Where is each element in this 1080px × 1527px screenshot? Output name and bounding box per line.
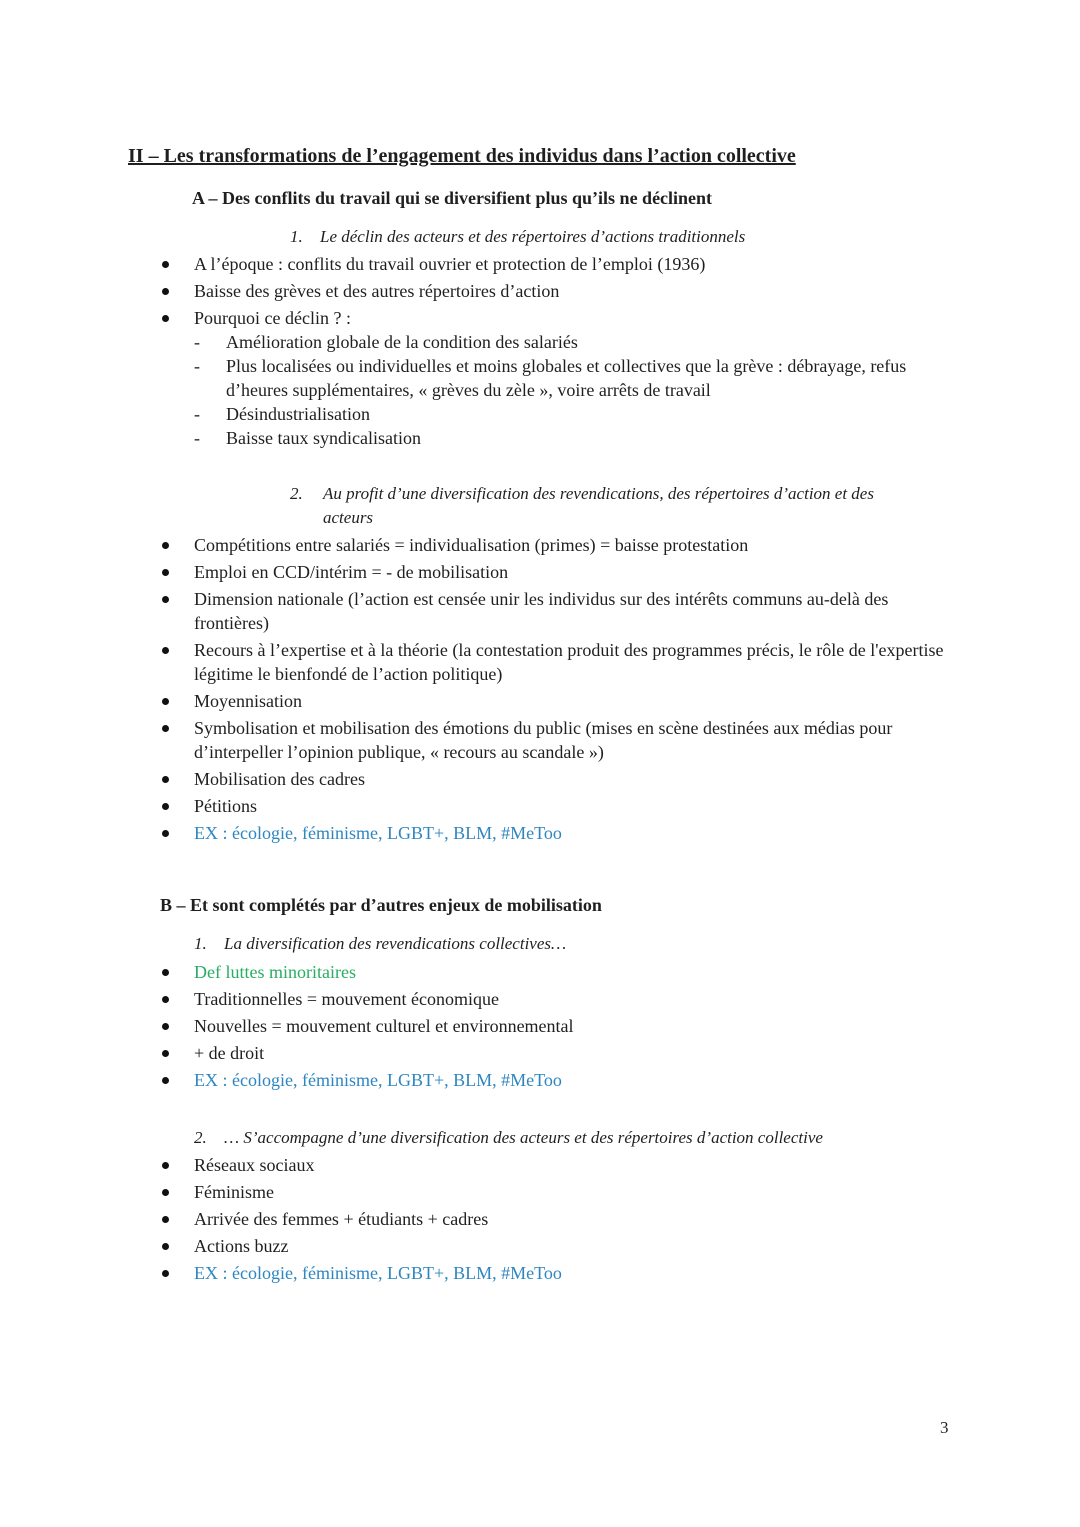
list-item: - Baisse taux syndicalisation — [194, 428, 421, 448]
dash-icon: - — [194, 356, 200, 376]
example-list-item: EX : écologie, féminisme, LGBT+, BLM, #MeToo — [160, 1261, 954, 1285]
list-item: Dimension nationale (l’action est censée unir les individus sur des intérêts communs au-delà des frontières) — [160, 587, 954, 635]
list-item: + de droit — [160, 1041, 954, 1065]
example-list-item: EX : écologie, féminisme, LGBT+, BLM, #MeToo — [160, 821, 954, 845]
bullet-icon — [162, 1023, 169, 1030]
bullet-icon — [162, 830, 169, 837]
part-b-sub1-bullet-list — [160, 960, 954, 1095]
part-a-sub2-heading — [290, 482, 930, 530]
dash-icon: - — [194, 404, 200, 424]
bullet-icon — [162, 1050, 169, 1057]
list-item: Recours à l’expertise et à la théorie (la contestation produit des programmes précis, le rôle de l'expertise légitime le bienfondé de l’action politique) — [160, 638, 954, 686]
list-item: Baisse des grèves et des autres répertoires d’action — [160, 279, 954, 303]
part-a-title: A – Des conflits du travail qui se diversifient plus qu’ils ne déclinent — [192, 188, 713, 208]
list-item: Pétitions — [160, 794, 954, 818]
bullet-icon — [162, 1189, 169, 1196]
bullet-icon — [162, 1077, 169, 1084]
part-b-sub1-title: La diversification des revendications collectives… — [224, 934, 567, 953]
part-b-sub2-heading — [194, 1126, 823, 1150]
bullet-icon — [162, 996, 169, 1003]
part-a-sub1-number: 1. — [290, 227, 303, 246]
list-item: Actions buzz — [160, 1234, 954, 1258]
list-item: - Plus localisées ou individuelles et moins globales et collectives que la grève : débrayage, refus d’heures supplémentaires, « grèves du zèle », voire arrêts de travail — [194, 356, 907, 400]
bullet-icon — [162, 969, 169, 976]
definition-list-item: Def luttes minoritaires — [160, 960, 954, 984]
part-a-sub1-title: Le déclin des acteurs et des répertoires d’actions traditionnels — [320, 227, 746, 246]
part-a-sub2-bullet-list — [160, 533, 954, 848]
part-b-sub2-number: 2. — [194, 1128, 207, 1147]
part-b-sub2-title: … S’accompagne d’une diversification des acteurs et des répertoires d’action collective — [224, 1128, 823, 1147]
part-a-sub2-number: 2. — [290, 484, 303, 503]
list-item: Pourquoi ce déclin ? : — [160, 306, 954, 330]
bullet-icon — [162, 698, 169, 705]
part-b-sub2-bullet-list — [160, 1153, 954, 1288]
bullet-icon — [162, 1162, 169, 1169]
bullet-icon — [162, 542, 169, 549]
bullet-icon — [162, 261, 169, 268]
part-b-title: B – Et sont complétés par d’autres enjeux de mobilisation — [160, 895, 602, 915]
list-item: Moyennisation — [160, 689, 954, 713]
bullet-icon — [162, 1270, 169, 1277]
part-a-sub1-heading — [290, 225, 745, 249]
bullet-icon — [162, 647, 169, 654]
bullet-icon — [162, 803, 169, 810]
dash-icon: - — [194, 332, 200, 352]
page-number: 3 — [940, 1418, 949, 1437]
bullet-icon — [162, 1243, 169, 1250]
part-b-sub1-heading — [194, 932, 566, 956]
list-item: Féminisme — [160, 1180, 954, 1204]
list-item: Mobilisation des cadres — [160, 767, 954, 791]
list-item: - Désindustrialisation — [194, 404, 370, 424]
list-item: - Amélioration globale de la condition des salariés — [194, 332, 578, 352]
list-item: Réseaux sociaux — [160, 1153, 954, 1177]
list-item: Traditionnelles = mouvement économique — [160, 987, 954, 1011]
dash-icon: - — [194, 428, 200, 448]
bullet-icon — [162, 569, 169, 576]
bullet-icon — [162, 315, 169, 322]
example-list-item: EX : écologie, féminisme, LGBT+, BLM, #MeToo — [160, 1068, 954, 1092]
part-a-sub1-bullet-list — [160, 252, 954, 333]
bullet-icon — [162, 1216, 169, 1223]
list-item: A l’époque : conflits du travail ouvrier et protection de l’emploi (1936) — [160, 252, 954, 276]
part-b-sub1-number: 1. — [194, 934, 207, 953]
list-item: Symbolisation et mobilisation des émotions du public (mises en scène destinées aux médias pour d’interpeller l’opinion publique, « recours au scandale ») — [160, 716, 954, 764]
bullet-icon — [162, 596, 169, 603]
list-item: Emploi en CCD/intérim = - de mobilisation — [160, 560, 954, 584]
list-item: Nouvelles = mouvement culturel et environnemental — [160, 1014, 954, 1038]
part-a-sub1-dash-list — [192, 330, 956, 450]
section-title: II – Les transformations de l’engagement des individus dans l’action collective — [128, 145, 796, 167]
bullet-icon — [162, 776, 169, 783]
part-a-sub2-title: Au profit d’une diversification des revendications, des répertoires d’action et des acteurs — [323, 484, 874, 527]
bullet-icon — [162, 288, 169, 295]
list-item: Compétitions entre salariés = individualisation (primes) = baisse protestation — [160, 533, 954, 557]
bullet-icon — [162, 725, 169, 732]
list-item: Arrivée des femmes + étudiants + cadres — [160, 1207, 954, 1231]
